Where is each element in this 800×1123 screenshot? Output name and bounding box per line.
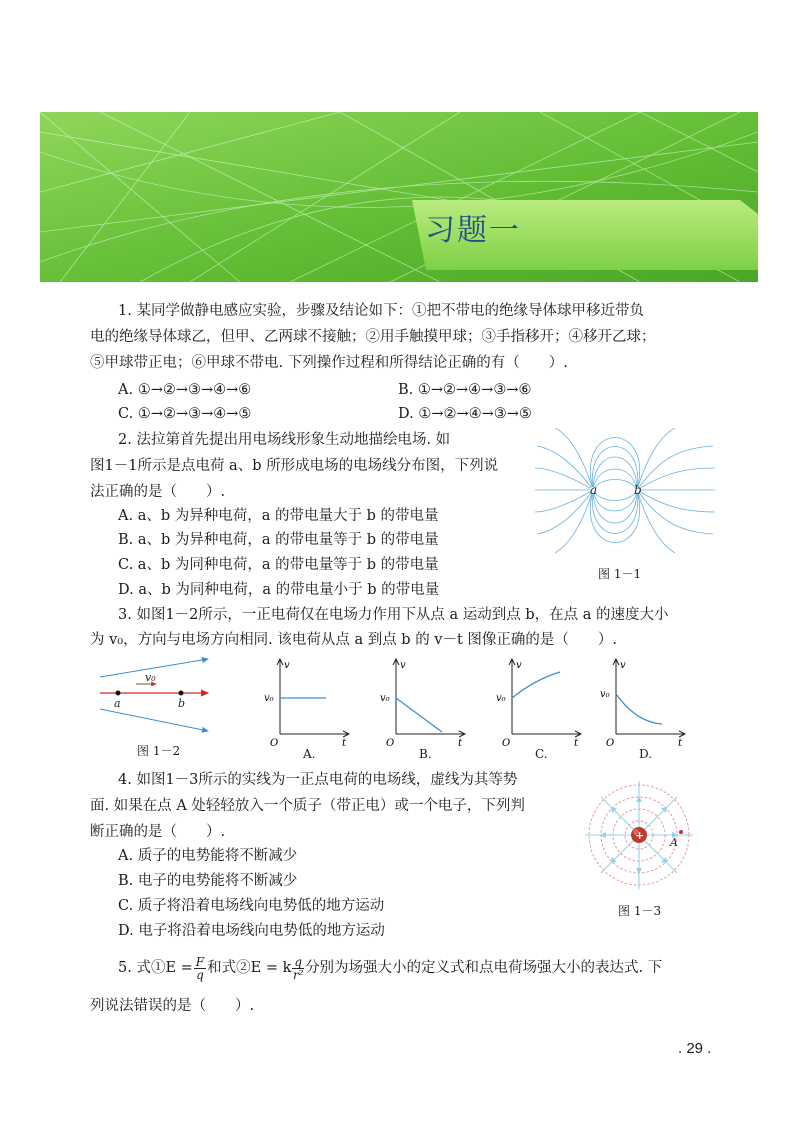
graph-c-origin: O: [502, 738, 511, 748]
figure-1-1-caption: 图 1－1: [598, 567, 642, 581]
graph-d-v-label: v: [620, 660, 626, 671]
q4-line-2: 面. 如果在点 A 处轻轻放入一个质子（带正电）或一个电子，下列判: [90, 798, 525, 814]
q5-frac2-num: q: [294, 954, 303, 969]
graph-a-v-label: v: [284, 660, 290, 671]
graph-b: [378, 656, 468, 748]
graph-d-origin: O: [606, 738, 615, 748]
q2-line-1: 2. 法拉第首先提出用电场线形象生动地描绘电场. 如: [118, 432, 451, 448]
q5-fraction-2: [292, 956, 304, 981]
q3-line-2: 为 v₀，方向与电场方向相同. 该电荷从点 a 到点 b 的 v－t 图像正确的是（ ）.: [90, 632, 618, 648]
figure-1-2-label-v0: v₀: [145, 671, 156, 684]
q4-option-d: D. 电子将沿着电场线向电势低的地方运动: [118, 923, 385, 939]
figure-1-3-label-a: A: [670, 836, 678, 849]
chapter-title: 习题一: [425, 213, 521, 248]
figure-1-1-field-lines: [535, 428, 715, 558]
graph-a-origin: O: [270, 738, 279, 748]
graph-a-label: A.: [303, 747, 316, 761]
graph-c-t-label: t: [574, 738, 579, 748]
q4-line-3: 断正确的是（ ）.: [90, 824, 226, 840]
figure-1-2-field-diagram: [96, 655, 221, 735]
q2-line-3: 法正确的是（ ）.: [90, 484, 226, 500]
q2-option-a: A. a、b 为异种电荷，a 的带电量大于 b 的带电量: [118, 508, 439, 524]
chapter-banner: [40, 112, 758, 282]
q1-option-a: A. ①→②→③→④→⑥: [118, 382, 252, 398]
figure-1-1-label-a: a: [590, 483, 598, 497]
figure-1-2-caption: 图 1－2: [137, 744, 181, 758]
q2-option-b: B. a、b 为异种电荷，a 的带电量等于 b 的带电量: [118, 532, 439, 548]
graph-a: [262, 656, 352, 748]
q2-option-d: D. a、b 为同种电荷，a 的带电量小于 b 的带电量: [118, 582, 440, 598]
q4-option-c: C. 质子将沿着电场线向电势低的地方运动: [118, 898, 385, 914]
page-number: . 29 .: [678, 1040, 712, 1057]
graph-b-t-label: t: [458, 738, 463, 748]
q2-option-c: C. a、b 为同种电荷，a 的带电量等于 b 的带电量: [118, 557, 439, 573]
graph-d-t-label: t: [678, 738, 683, 748]
graph-d-v0-label: v₀: [600, 689, 610, 700]
figure-1-2-label-a: a: [114, 697, 121, 710]
q1-line-3: ⑤甲球带正电；⑥甲球不带电. 下列操作过程和所得结论正确的有（ ）.: [90, 355, 568, 371]
q5-prefix: 5. 式①E =: [118, 960, 193, 976]
q5-fraction-1: [194, 956, 206, 981]
q1-line-1: 1. 某同学做静电感应实验，步骤及结论如下：①把不带电的绝缘导体球甲移近带负: [118, 303, 644, 319]
q4-option-b: B. 电子的电势能将不断减少: [118, 873, 298, 889]
figure-1-1-label-b: b: [634, 483, 642, 497]
q5-line-1: [118, 953, 662, 983]
graph-c-label: C.: [535, 747, 548, 761]
graph-b-origin: O: [386, 738, 395, 748]
graph-c: [494, 656, 584, 748]
q1-option-b: B. ①→②→④→③→⑥: [398, 382, 532, 398]
q1-line-2: 电的绝缘导体球乙，但甲、乙两球不接触；②用手触摸甲球；③手指移开；④移开乙球；: [90, 329, 656, 345]
graph-b-v0-label: v₀: [380, 693, 390, 704]
q4-option-a: A. 质子的电势能将不断减少: [118, 848, 298, 864]
q5-frac1-den: q: [196, 967, 204, 982]
q5-suffix: 分别为场强大小的定义式和点电荷场强大小的表达式. 下: [305, 960, 663, 976]
graph-d: [598, 656, 688, 748]
q1-option-c: C. ①→②→③→④→⑤: [118, 406, 252, 422]
graph-b-label: B.: [419, 747, 432, 761]
q5-frac2-den: r²: [292, 967, 304, 982]
q2-line-2: 图1－1所示是点电荷 a、b 所形成电场的电场线分布图，下列说: [90, 458, 499, 474]
graph-b-v-label: v: [400, 660, 406, 671]
figure-1-3-caption: 图 1－3: [618, 904, 662, 918]
figure-1-3-equipotential: [580, 778, 698, 896]
figure-1-3-charge-sign: +: [635, 829, 645, 842]
figure-1-2-label-b: b: [178, 697, 186, 710]
q5-line-2: 列说法错误的是（ ）.: [90, 998, 255, 1014]
graph-a-v0-label: v₀: [264, 693, 274, 704]
q1-option-d: D. ①→②→④→③→⑤: [398, 406, 532, 422]
q5-mid: 和式②E = k: [207, 960, 292, 976]
graph-d-label: D.: [639, 747, 653, 761]
graph-c-v-label: v: [516, 660, 522, 671]
q3-line-1: 3. 如图1－2所示，一正电荷仅在电场力作用下从点 a 运动到点 b，在点 a 的速度大小: [118, 607, 669, 623]
q5-frac1-num: F: [195, 954, 205, 969]
graph-c-v0-label: v₀: [496, 693, 506, 704]
graph-a-t-label: t: [342, 738, 347, 748]
q4-line-1: 4. 如图1－3所示的实线为一正点电荷的电场线，虚线为其等势: [118, 772, 518, 788]
